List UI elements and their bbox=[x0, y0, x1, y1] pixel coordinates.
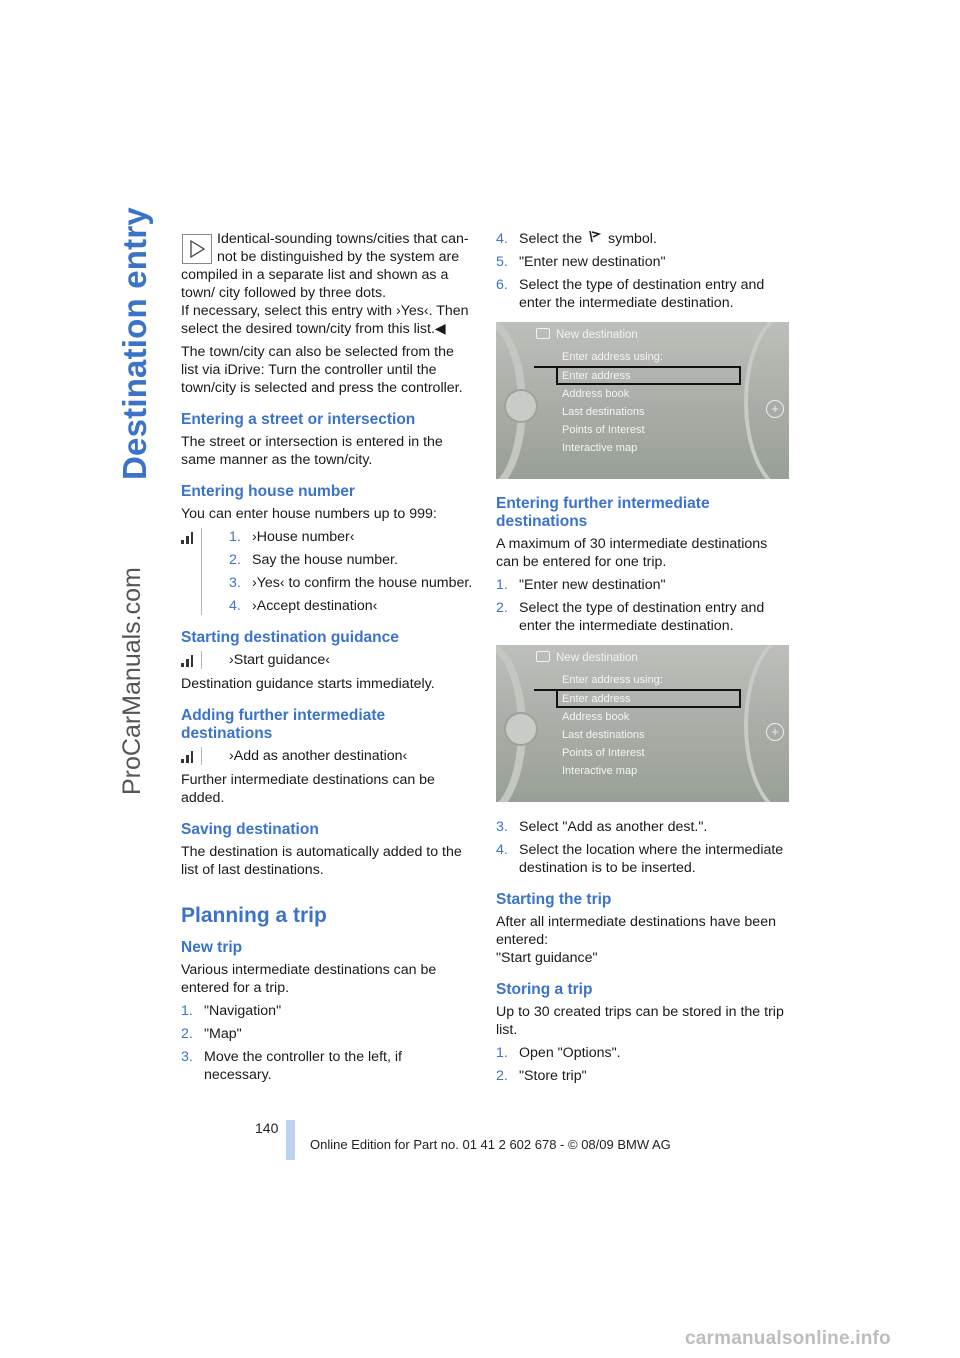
starting-text-1: After all intermediate destinations have been entered: bbox=[496, 914, 776, 948]
menu-item: Last destinations bbox=[562, 729, 645, 741]
menu-item: Interactive map bbox=[562, 765, 638, 777]
screen-arc bbox=[744, 322, 789, 479]
footer-text: Online Edition for Part no. 01 41 2 602 678 - © 08/09 BMW AG bbox=[310, 1137, 671, 1152]
heading-street: Entering a street or intersection bbox=[181, 411, 416, 428]
pointer-line bbox=[534, 689, 556, 691]
screen-arc bbox=[744, 645, 789, 802]
house-text: You can enter house numbers up to 999: bbox=[181, 506, 437, 522]
steps-a bbox=[496, 230, 790, 312]
list-item: 1. "Navigation" bbox=[181, 1003, 282, 1019]
voice-command-icon bbox=[180, 530, 194, 546]
watermark: carmanualsonline.info bbox=[685, 1328, 891, 1349]
screen-title: New destination bbox=[556, 326, 638, 344]
steps-b bbox=[496, 576, 790, 635]
list-item: 1. "Enter new destination" bbox=[496, 577, 666, 593]
side-site-name: ProCarManuals.com bbox=[118, 567, 146, 795]
heading-storing-trip: Storing a trip bbox=[496, 981, 593, 998]
note-text: compiled in a separate list and shown as a town/ city followed by three dots. bbox=[181, 267, 449, 301]
house-steps bbox=[229, 528, 473, 615]
note-line-2: not be distinguished by the system are bbox=[217, 249, 460, 265]
note-select-text: If necessary, select this entry with ›Yes‹. Then select the desired town/city from this list.◀ bbox=[181, 303, 469, 337]
storing-text: Up to 30 created trips can be stored in the trip list. bbox=[496, 1004, 784, 1038]
list-item: 1. ›House number‹ bbox=[229, 529, 355, 545]
heading-planning-trip: Planning a trip bbox=[181, 904, 327, 927]
heading-start-guidance: Starting destination guidance bbox=[181, 629, 399, 646]
voice-block-start: ›Start guidance‹ bbox=[201, 651, 473, 669]
saving-text: The destination is automatically added to the list of last destinations. bbox=[181, 844, 462, 878]
menu-item: Enter address using: bbox=[562, 351, 663, 363]
street-text: The street or intersection is entered in the same manner as the town/city. bbox=[181, 434, 443, 468]
start-text: Destination guidance starts immediately. bbox=[181, 676, 435, 692]
menu-item: Last destinations bbox=[562, 406, 645, 418]
right-column bbox=[496, 230, 790, 1090]
list-item: 3. Select "Add as another dest.". bbox=[496, 819, 708, 835]
voice-command-icon bbox=[180, 653, 194, 669]
list-item: 4. ›Accept destination‹ bbox=[229, 598, 378, 614]
footer-bar bbox=[286, 1120, 295, 1160]
list-item: 1. Open "Options". bbox=[496, 1045, 621, 1061]
town-idrive-text: The town/city can also be selected from the list via iDrive: Turn the controller until the town/city is selected and press the controller. bbox=[181, 344, 463, 396]
voice-block-adding: ›Add as another destination‹ bbox=[201, 747, 473, 765]
starting-text-2: "Start guidance" bbox=[496, 950, 598, 966]
screen-figure-2 bbox=[496, 645, 789, 802]
list-item: 4. Select the symbol. bbox=[496, 231, 657, 247]
list-item: 3. ›Yes‹ to confirm the house number. bbox=[229, 575, 473, 591]
voice-command-icon bbox=[180, 749, 194, 765]
menu-item: Interactive map bbox=[562, 442, 638, 454]
adding-text: Further intermediate destinations can be added. bbox=[181, 772, 435, 806]
list-item: 2. "Map" bbox=[181, 1026, 242, 1042]
list-item: 2. Select the type of destination entry and enter the intermediate destination. bbox=[496, 600, 765, 634]
heading-new-trip: New trip bbox=[181, 939, 243, 956]
voice-block-house bbox=[201, 528, 473, 615]
menu-item: Points of Interest bbox=[562, 747, 645, 759]
pointer-line bbox=[534, 366, 556, 368]
menu-item: Address book bbox=[562, 711, 630, 723]
screen-title: New destination bbox=[556, 649, 638, 667]
list-item: 6. Select the type of destination entry and enter the intermediate destination. bbox=[496, 277, 765, 311]
left-column bbox=[181, 230, 473, 1089]
heading-adding: Adding further intermediate destinations bbox=[181, 707, 386, 742]
further-text: A maximum of 30 intermediate destinations can be entered for one trip. bbox=[496, 536, 768, 570]
newtrip-text: Various intermediate destinations can be entered for a trip. bbox=[181, 962, 437, 996]
plus-icon: + bbox=[766, 400, 784, 418]
plus-icon: + bbox=[766, 723, 784, 741]
menu-item: Points of Interest bbox=[562, 424, 645, 436]
heading-further: Entering further intermediate destinations bbox=[496, 495, 710, 530]
heading-house-number: Entering house number bbox=[181, 483, 355, 500]
menu-item: Enter address using: bbox=[562, 674, 663, 686]
heading-starting-trip: Starting the trip bbox=[496, 891, 612, 908]
list-item: 2. Say the house number. bbox=[229, 552, 398, 568]
list-item: 4. Select the location where the intermediate destination is to be inserted. bbox=[496, 842, 784, 876]
note-line-1: Identical-sounding towns/cities that can- bbox=[217, 231, 469, 247]
steps-c bbox=[496, 818, 790, 877]
page-number: 140 bbox=[255, 1120, 279, 1136]
steps-d bbox=[496, 1044, 790, 1085]
destination-flag-icon bbox=[588, 230, 602, 244]
controller-knob bbox=[504, 712, 538, 746]
newtrip-steps bbox=[181, 1002, 473, 1084]
side-section-title: Destination entry bbox=[116, 207, 153, 480]
list-item: 5. "Enter new destination" bbox=[496, 254, 666, 270]
list-item: 3. Move the controller to the left, if necessary. bbox=[181, 1049, 402, 1083]
list-item: 2. "Store trip" bbox=[496, 1068, 587, 1084]
menu-item: Enter address bbox=[562, 370, 631, 382]
screen-figure-1 bbox=[496, 322, 789, 479]
controller-knob bbox=[504, 389, 538, 423]
menu-item: Enter address bbox=[562, 693, 631, 705]
menu-item: Address book bbox=[562, 388, 630, 400]
heading-saving: Saving destination bbox=[181, 821, 319, 838]
